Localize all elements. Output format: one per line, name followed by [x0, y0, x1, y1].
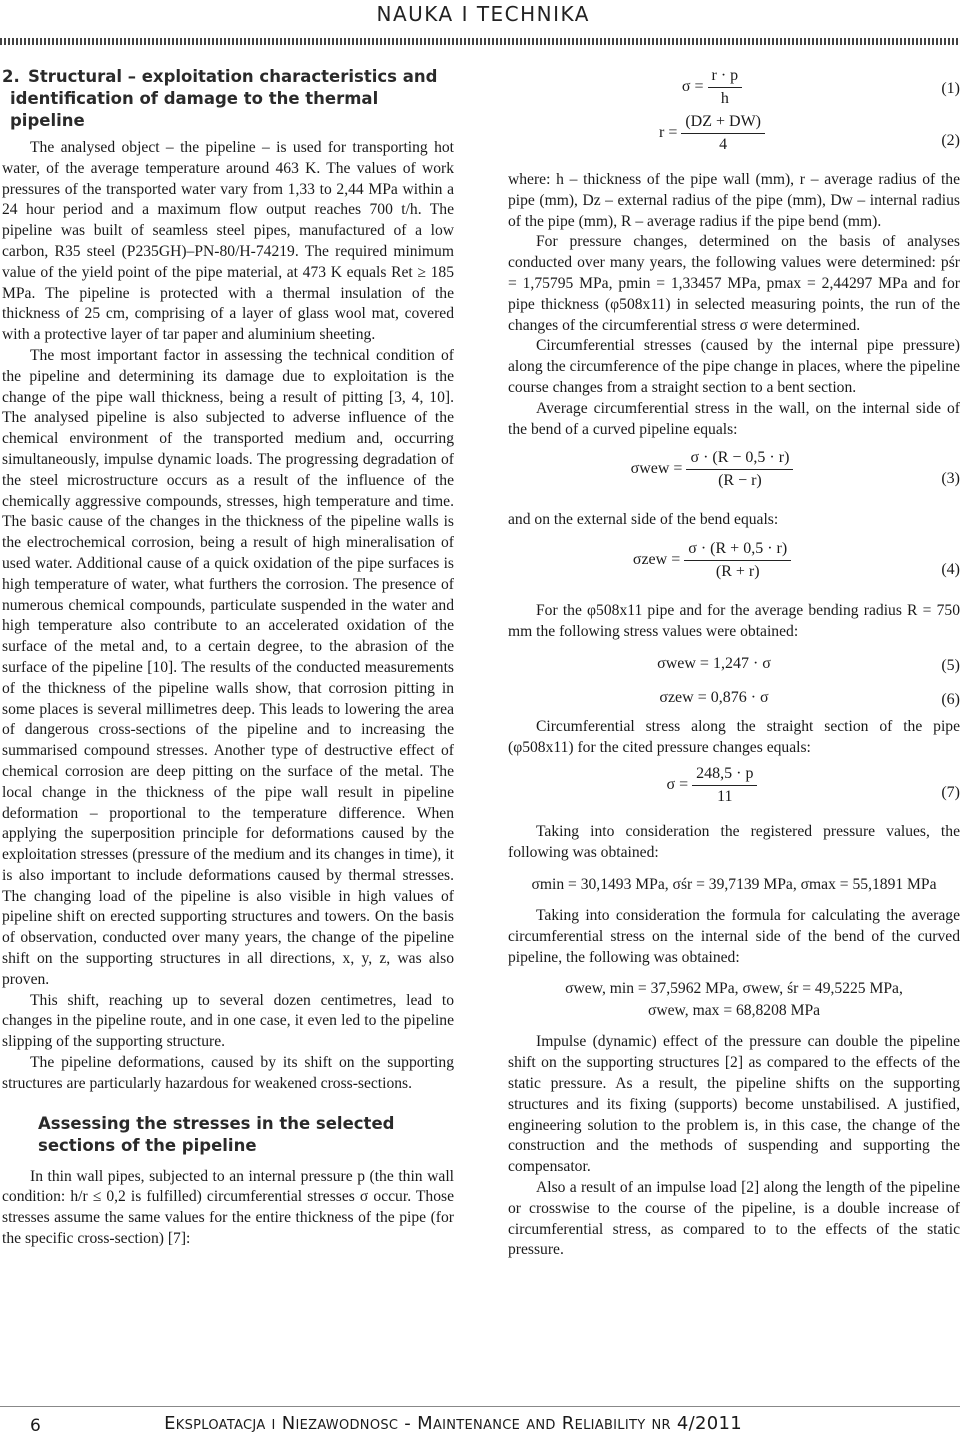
equation-number: (6) [941, 690, 960, 708]
paragraph: This shift, reaching up to several dozen centimetres, lead to changes in the pipeline route, and in one case, it even led to the pipeline slipping of the supporting structure. [2, 991, 454, 1051]
right-column [508, 66, 960, 1261]
stress-values-wew: σwew, min = 37,5962 MPa, σwew, śr = 49,5225 MPa, σwew, max = 68,8208 MPa [565, 980, 903, 1020]
stress-values: σmin = 30,1493 MPa, σśr = 39,7139 MPa, σmax = 55,1891 MPa [531, 875, 937, 893]
paragraph: Circumferential stresses (caused by the internal pipe pressure) along the circumference of the pipe change in places, where the pipeline course changes from a straight section to a bent section. [508, 337, 960, 396]
equation-number: (1) [941, 80, 960, 97]
journal-name: Eksploatacja i Niezawodnosc - Maintenance and Reliability nr 4/2011 [164, 1413, 742, 1434]
paragraph: and on the external side of the bend equals: [508, 511, 779, 529]
equation-number: (2) [941, 132, 960, 149]
section-title: Assessing the stresses in the selected sections of the pipeline [38, 1113, 395, 1155]
page-number: 6 [30, 1416, 41, 1436]
equation-2: r = $\frac{(DZ + DW)}{4}$ (2) [658, 113, 960, 153]
paragraph: Average circumferential stress in the wall, on the internal side of the bend of a curved pipeline equals: [508, 399, 960, 438]
paragraph: Impulse (dynamic) effect of the pressure can double the pipeline shift on the supporting structures [2] as compared to the effects of the static pressure. As a result, the pipeline shifts on the supporting structures and its fixing (supports) become unstabilised. A justified, engineering solution to the problem is, in this case, the change of the construction and the methods of suspending and supporting the compensator. [508, 1033, 960, 1176]
paragraph: Circumferential stress along the straight section of the pipe (φ508x11) for the cited pressure changes equals: [508, 717, 960, 756]
equation-number: (7) [941, 784, 960, 802]
section-title: Structural – exploitation characteristics and identification of damage to the thermal pipeline [10, 67, 438, 130]
header-rule [0, 38, 960, 45]
section-number: 2. [2, 67, 20, 86]
footer-rule [0, 1406, 960, 1407]
equation-number: (4) [941, 561, 960, 579]
paragraph: Taking into consideration the formula for calculating the average circumferential stress on the internal side of the bend of the curved pipeline, the following was obtained: [508, 906, 960, 966]
paragraph: The analysed object – the pipeline – is used for transporting hot water, of the average temperature around 463 K. The values of work pressures of the transported water vary from 1,33 to 2,44 MPa within a 24 hour period and a maximum flow output reaches 700 t/h. The pipeline was built of seamless steel pipes, manufactured of a low carbon, R35 steel (P235GH)–PN-80/H-74219. The required minimum value of the yield point of the pipe material, at 473 K equals Ret ≥ 185 MPa. The pipeline is protected with a thermal insulation of the thickness of 25 cm, comprising of a layer of glass wool mat, covered with a protective layer of tar paper and aluminium sheeting. [2, 139, 454, 344]
section-number [6, 1113, 38, 1135]
paragraph: The pipeline deformations, caused by its shift on the supporting structures are particularly hazardous for weakened cross-sections. [2, 1054, 454, 1092]
equation-7: σ = $\frac{248,5 \cdot p}{11}$ (7) [666, 765, 960, 806]
section-3-heading [2, 1113, 454, 1157]
equation-1: σ = $\frac{r \cdot p}{h}$ (1) [681, 67, 960, 107]
paragraph: In thin wall pipes, subjected to an internal pressure p (the thin wall condition: h/r ≤ 0,2 is fulfilled) circumferential stresses σ occur. Those stresses assume the same values for the entire thickness of the pipe (for the specific cross-section) [7]: [2, 1167, 454, 1248]
equation-number: (3) [941, 470, 960, 488]
paragraph: Taking into consideration the registered pressure values, the following was obtained: [508, 823, 960, 862]
section-2-heading [2, 66, 454, 132]
equation-6: σzew = 0,876 · σ (6) [659, 688, 960, 708]
paragraph: where: h – thickness of the pipe wall (mm), r – average radius of the pipe (mm), Dz – external radius of the pipe (mm), Dw – internal radius of the pipe (mm), R – average radius if the pipe bend (mm). [508, 171, 960, 230]
equation-4: σzew = $\frac{\sigma \cdot (R + 0,5 \cdot r)}{(R + r)}$ (4) [632, 540, 960, 581]
paragraph: The most important factor in assessing the technical condition of the pipeline and determining its damage due to exploitation is the change of the pipe wall thickness, being a result of pitting [3, 4, 10]. The analysed pipeline is also subjected to adverse influence of the chemical environment of the transported medium and, occurring simultaneously, impulse dynamic loads. The progressing degradation of the steel microstructure occurs as a result of the influence of the chemically aggressive compounds, stresses, high temperature and time. The basic cause of the changes in the thickness of the pipeline walls is the electrochemical corrosion, being a result of high mineralisation of used water. Additional cause of a quick oxidation of the pipe surfaces is high temperature of water, what furthers the corrosion. The presence of numerous chemical compounds, particulate suspended in the water and high temperature also contribute to an accelerated oxidation of the surface of the metal and, to a certain degree, to the abrasion of the surface of the pipeline [10]. The results of the conducted measurements of the thickness of the pipeline walls show, that corrosion pitting in some places is several millimetres deep. This leads to lowering the area of dangerous cross-sections of the pipeline and to increasing the summarised compound stresses. Another type of destructive effect of chemical corrosion are deep pitting on the surface of the metal. The local change in the thickness of the pipe wall result in pipeline deformation – proportional to the temperature difference. When applying the superposition principle for deformations caused by the exploitation stresses (pressure of the medium and its changes in time), it is also important to include deformations caused by thermal stresses. The changing load of the pipeline is also visible in high values of pipeline shift on erected supporting structures and towers. On the basis of observation, conducted over many years, the change of the pipeline shift on the supporting structures in all directions, x, y, z, was also proven. [2, 346, 454, 988]
equation-3: σwew = $\frac{\sigma \cdot (R - 0,5 \cdot r)}{(R - r)}$ (3) [630, 449, 960, 490]
paragraph: For the φ508x11 pipe and for the average bending radius R = 750 mm the following stress values were obtained: [508, 602, 960, 640]
equation-5: σwew = 1,247 · σ (5) [657, 654, 960, 674]
left-column [2, 66, 454, 1250]
running-header: NAUKA I TECHNIKA [376, 2, 590, 26]
equation-number: (5) [941, 656, 960, 674]
paragraph: For pressure changes, determined on the basis of analyses conducted over many years, the following values were determined: pśr = 1,75795 MPa, pmin = 1,33457 MPa, pmax = 2,44297 MPa and for pipe thickness (φ508x11) in selected measuring points, the run of the changes of the circumferential stress σ were determined. [508, 233, 960, 334]
paragraph: Also a result of an impulse load [2] along the length of the pipeline or crosswise to the course of the pipeline, is a double increase of circumferential stress, as compared to to the effects of the static pressure. [508, 1178, 960, 1259]
